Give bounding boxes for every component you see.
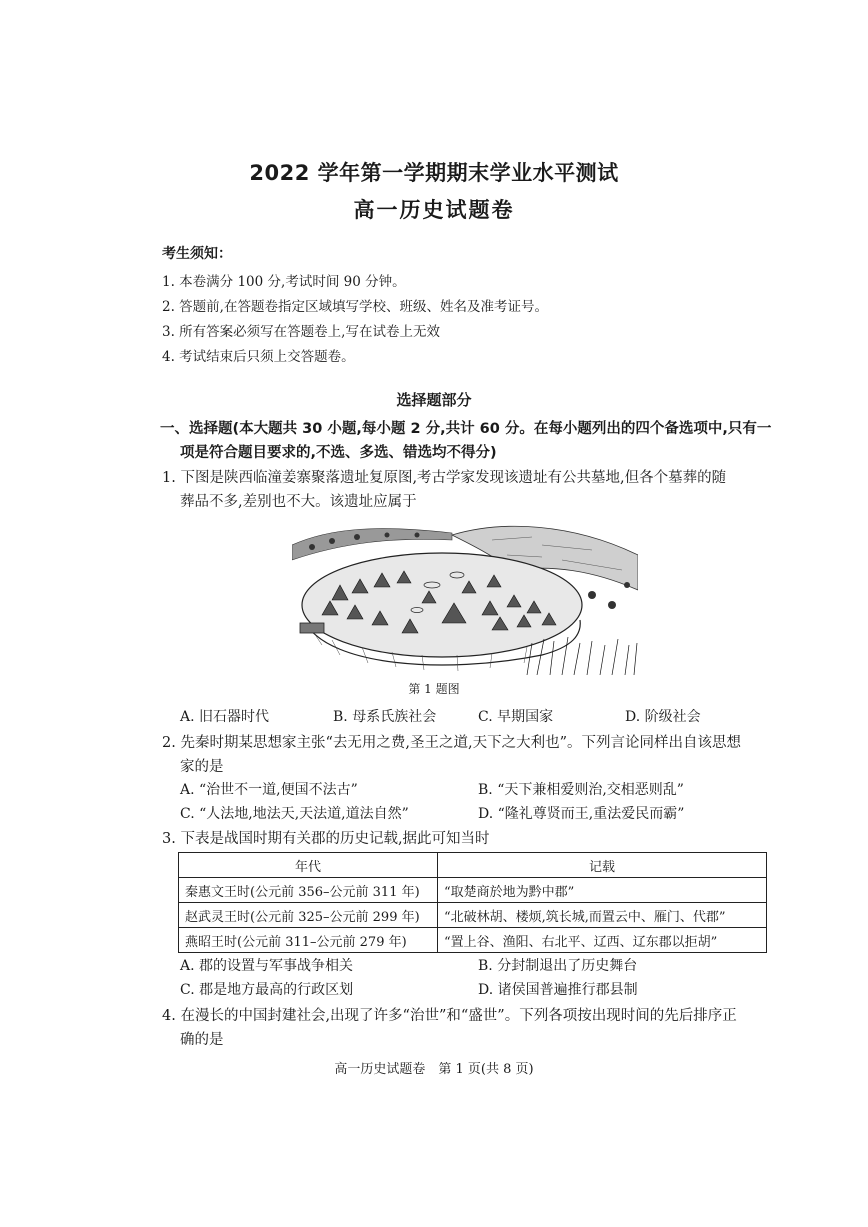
exam-subtitle: 高一历史试题卷 (353, 198, 515, 222)
table-header-record: 记载 (438, 853, 767, 878)
q1-option-d: D. 阶级社会 (625, 709, 701, 725)
table-row (179, 903, 767, 928)
q2-option-d: D. “隆礼尊贤而王,重法爱民而霸” (478, 806, 685, 822)
q3-option-c: C. 郡是地方最高的行政区划 (180, 982, 354, 998)
q3-option-b: B. 分封制退出了历史舞台 (478, 958, 638, 974)
q1-option-a: A. 旧石器时代 (180, 709, 270, 725)
notice-item: 4. 考试结束后只须上交答题卷。 (162, 349, 355, 365)
q2-option-a: A. “治世不一道,便国不法古” (180, 782, 358, 798)
q1-option-b: B. 母系氏族社会 (333, 709, 437, 725)
q4-stem: 确的是 (180, 1032, 224, 1048)
q2-stem: 2. 先秦时期某思想家主张“去无用之费,圣王之道,天下之大利也”。下列言论同样出自该思想 (162, 735, 741, 751)
table-cell-record: “取楚商於地为黔中郡” (438, 878, 767, 903)
notice-item: 2. 答题前,在答题卷指定区域填写学校、班级、姓名及准考证号。 (162, 299, 548, 315)
notice-item: 1. 本卷满分 100 分,考试时间 90 分钟。 (162, 274, 406, 290)
section-title: 选择题部分 (396, 391, 472, 409)
table-row (179, 878, 767, 903)
q2-option-c: C. “人法地,地法天,天法道,道法自然” (180, 806, 409, 822)
table-row (179, 928, 767, 953)
q3-option-a: A. 郡的设置与军事战争相关 (180, 958, 354, 974)
q3-option-d: D. 诸侯国普遍推行郡县制 (478, 982, 638, 998)
notice-item: 3. 所有答案必须写在答题卷上,写在试卷上无效 (162, 324, 440, 340)
table-cell-era: 燕昭王时(公元前 311–公元前 279 年) (179, 928, 438, 953)
q1-option-c: C. 早期国家 (478, 709, 554, 725)
table-cell-era: 赵武灵王时(公元前 325–公元前 299 年) (179, 903, 438, 928)
q4-stem: 4. 在漫长的中国封建社会,出现了许多“治世”和“盛世”。下列各项按出现时间的先后排序正 (162, 1008, 737, 1024)
q3-history-table (178, 852, 767, 953)
page-footer: 高一历史试题卷 第 1 页(共 8 页) (334, 1062, 534, 1077)
q1-figure-caption: 第 1 题图 (408, 682, 460, 696)
q1-stem: 葬品不多,差别也不大。该遗址应属于 (180, 494, 417, 510)
table-header-era: 年代 (179, 853, 438, 878)
q1-stem: 1. 下图是陕西临潼姜寨聚落遗址复原图,考古学家发现该遗址有公共墓地,但各个墓葬的随 (162, 470, 727, 486)
q2-stem: 家的是 (180, 759, 224, 775)
q3-stem: 3. 下表是战国时期有关郡的历史记载,据此可知当时 (162, 831, 490, 847)
section-instruction: 一、选择题(本大题共 30 小题,每小题 2 分,共计 60 分。在每小题列出的四个备选项中,只有一 (160, 421, 772, 437)
table-header-row (179, 853, 767, 878)
q2-option-b: B. “天下兼相爱则治,交相恶则乱” (478, 782, 684, 798)
notice-heading: 考生须知： (162, 246, 232, 262)
section-instruction: 项是符合题目要求的,不选、多选、错选均不得分) (180, 445, 497, 461)
table-cell-record: “置上谷、渔阳、右北平、辽西、辽东郡以拒胡” (438, 928, 767, 953)
q1-village-illustration (292, 515, 638, 675)
table-cell-era: 秦惠文王时(公元前 356–公元前 311 年) (179, 878, 438, 903)
exam-title: 2022 学年第一学期期末学业水平测试 (249, 161, 619, 185)
table-cell-record: “北破林胡、楼烦,筑长城,而置云中、雁门、代郡” (438, 903, 767, 928)
